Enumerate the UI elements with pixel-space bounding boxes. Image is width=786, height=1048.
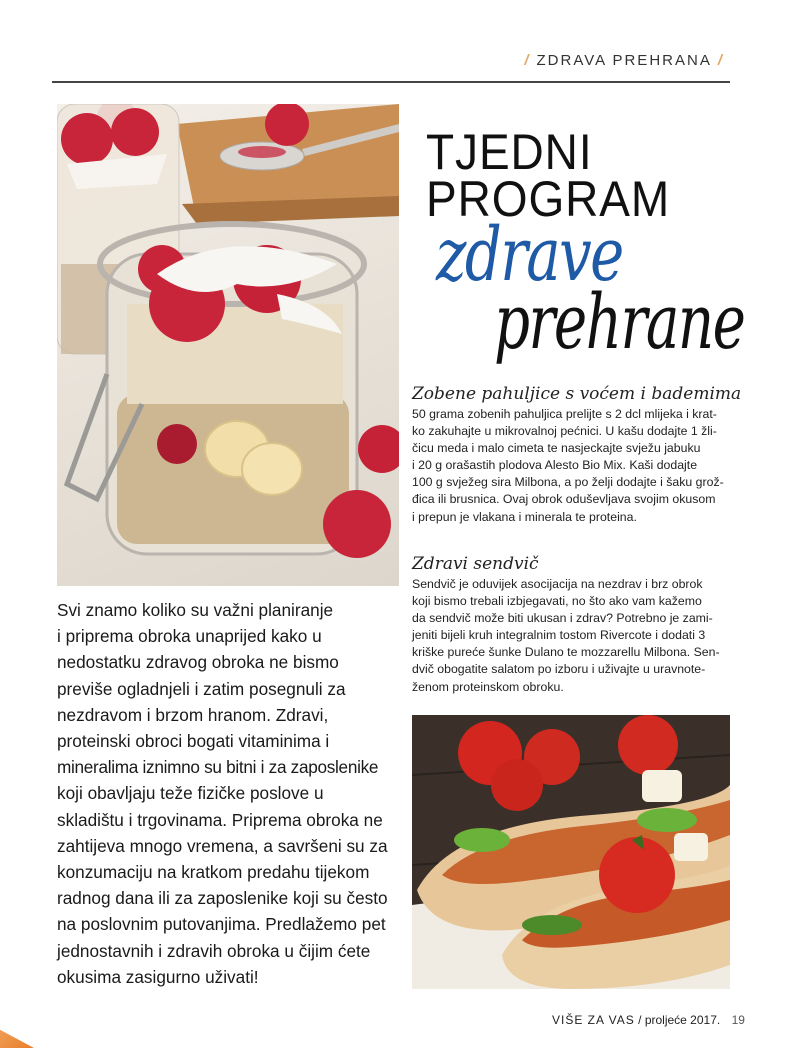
intro-line: nezdravom i brzom hranom. Zdravi, — [57, 704, 329, 725]
corner-decoration — [0, 1022, 34, 1048]
sandwich-photo — [412, 715, 730, 989]
intro-line: zahtijeva mnogo vremena, a savršeni su za — [57, 835, 388, 856]
recipe-oats-title: Zobene pahuljice s voćem i bademima — [412, 384, 742, 404]
recipe-oats-body — [412, 406, 722, 526]
intro-line: radnog dana ili za zaposlenike koji su često — [57, 888, 388, 909]
recipe-sandwich-line: jeniti bijeli kruh integralnim tostom Rivercote i dodati 3 — [412, 628, 706, 643]
intro-line: koji obavljaju teže fizičke poslove u — [57, 783, 324, 804]
page-footer — [552, 1013, 745, 1027]
magazine-name: VIŠE ZA VAS — [552, 1013, 635, 1027]
intro-line: Svi znamo koliko su važni planiranje — [57, 600, 334, 620]
intro-line: jednostavnih i zdravih obroka u čijim ćete — [57, 940, 371, 961]
header-rule — [52, 81, 730, 83]
intro-line: nedostatku zdravog obroka ne bismo — [57, 652, 339, 673]
recipe-oats-line: i prepun je vlakana i minerala te proteina. — [412, 509, 637, 524]
section-header — [518, 52, 730, 69]
section-title: ZDRAVA PREHRANA — [536, 52, 712, 69]
oatmeal-jar-photo — [57, 104, 399, 586]
title-line-1: TJEDNI — [426, 124, 593, 180]
title-line-2: PROGRAM — [426, 171, 671, 227]
sandwich-illustration — [412, 715, 730, 989]
recipe-oats-line: 50 grama zobenih pahuljica prelijte s 2 dcl mlijeka i krat- — [412, 407, 717, 421]
page-number: 19 — [731, 1013, 745, 1027]
recipe-sandwich-line: dvič obogatite salatom po izboru i uživajte u uravnote- — [412, 662, 706, 677]
recipe-oats-line: i 20 g orašastih plodova Alesto Bio Mix. Kaši dodajte — [412, 458, 698, 473]
recipe-sandwich-line: ženom proteinskom obroku. — [412, 679, 564, 694]
issue-label: / proljeće 2017. — [638, 1013, 721, 1027]
header-slash-left: / — [524, 52, 531, 69]
title-line-3: zdrave — [436, 212, 623, 298]
intro-line: okusima zasigurno uživati! — [57, 966, 259, 987]
recipe-oats-line: čicu meda i malo cimeta te nasjeckajte svježu jabuku — [412, 441, 701, 456]
intro-line: na poslovnim putovanjima. Predlažemo pet — [57, 914, 386, 935]
intro-text — [57, 597, 402, 990]
recipe-sandwich-body — [412, 576, 722, 696]
recipe-sandwich-line: da sendvič može biti ukusan i zdrav? Potrebno je zami- — [412, 611, 713, 626]
recipe-oats-line: 100 g svježeg sira Milbona, a po želji dodajte i šaku grož- — [412, 475, 724, 490]
header-slash-right: / — [717, 52, 724, 69]
recipe-sandwich-line: kriške pureće šunke Dulano te mozzarellu Milbona. Sen- — [412, 645, 720, 660]
intro-line: skladištu i trgovinama. Priprema obroka ne — [57, 809, 383, 830]
intro-line: konzumaciju na kratkom predahu tijekom — [57, 862, 370, 883]
recipe-sandwich-line: koji bismo trebali izbjegavati, no što ako vam kažemo — [412, 594, 702, 609]
recipe-oats-line: ko zakuhajte u mikrovalnoj pećnici. U kašu dodajte 1 žli- — [412, 424, 717, 439]
intro-line: mineralima iznimno su bitni i za zaposlenike — [57, 757, 379, 778]
intro-line: proteinski obroci bogati vitaminima i — [57, 731, 330, 752]
intro-line: i priprema obroka unaprijed kako u — [57, 626, 322, 647]
recipe-sandwich-line: Sendvič je oduvijek asocijacija na nezdrav i brz obrok — [412, 577, 703, 591]
title-line-4: prehrane — [494, 277, 745, 366]
recipe-oats-line: đica ili brusnica. Ovaj obrok oduševljava svojim okusom — [412, 492, 716, 507]
intro-line: previše ogladnjeli i zatim posegnuli za — [57, 678, 346, 699]
recipe-sandwich-title: Zdravi sendvič — [412, 554, 539, 574]
oatmeal-jar-illustration — [57, 104, 399, 586]
